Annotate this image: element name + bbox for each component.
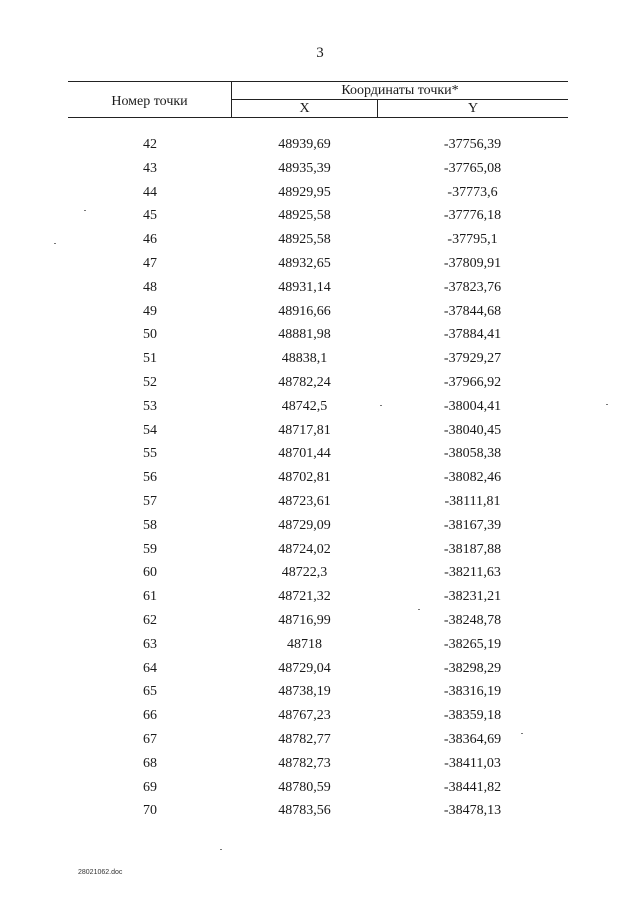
point-number-cell: 50 bbox=[143, 327, 157, 343]
point-number-cell: 51 bbox=[143, 351, 157, 367]
x-coordinate-cell: 48718 bbox=[287, 636, 322, 652]
y-coordinate-cell: -38316,19 bbox=[443, 684, 502, 700]
x-coordinate-cell: 48716,99 bbox=[278, 612, 331, 628]
x-coordinate-cell: 48782,73 bbox=[278, 755, 331, 771]
table-row bbox=[0, 494, 640, 518]
x-coordinate-cell: 48767,23 bbox=[278, 708, 331, 724]
point-number-cell: 67 bbox=[143, 731, 157, 747]
x-coordinate-cell: 48932,65 bbox=[278, 255, 331, 271]
scan-speck bbox=[220, 849, 222, 850]
x-coordinate-cell: 48935,39 bbox=[278, 160, 331, 176]
table-row bbox=[0, 304, 640, 328]
x-coordinate-cell: 48929,95 bbox=[278, 184, 331, 200]
point-number-cell: 53 bbox=[143, 398, 157, 414]
table-row bbox=[0, 708, 640, 732]
y-coordinate-cell: -38004,41 bbox=[443, 398, 502, 414]
y-coordinate-cell: -38058,38 bbox=[443, 446, 502, 462]
scan-speck bbox=[54, 243, 56, 244]
x-coordinate-cell: 48838,1 bbox=[281, 351, 328, 367]
page-number: 3 bbox=[316, 45, 324, 61]
y-coordinate-cell: -37929,27 bbox=[443, 351, 502, 367]
table-row bbox=[0, 542, 640, 566]
point-number-cell: 70 bbox=[143, 803, 157, 819]
x-coordinate-cell: 48702,81 bbox=[278, 470, 331, 486]
x-coordinate-cell: 48780,59 bbox=[278, 779, 331, 795]
point-number-cell: 65 bbox=[143, 684, 157, 700]
y-coordinate-cell: -38298,29 bbox=[443, 660, 502, 676]
y-coordinate-cell: -37966,92 bbox=[443, 374, 502, 390]
point-number-cell: 44 bbox=[143, 184, 157, 200]
table-row bbox=[0, 256, 640, 280]
table-row bbox=[0, 375, 640, 399]
table-row bbox=[0, 161, 640, 185]
coordinates-header: Координаты точки* bbox=[341, 83, 459, 98]
scan-speck bbox=[521, 733, 523, 734]
y-coordinate-cell: -38231,21 bbox=[443, 589, 502, 605]
y-coordinate-cell: -38478,13 bbox=[443, 803, 502, 819]
y-coordinate-cell: -37884,41 bbox=[443, 327, 502, 343]
x-coordinate-cell: 48724,02 bbox=[278, 541, 331, 557]
point-number-cell: 62 bbox=[143, 612, 157, 628]
table-row bbox=[0, 470, 640, 494]
point-number-cell: 57 bbox=[143, 493, 157, 509]
y-coordinate-cell: -38040,45 bbox=[443, 422, 502, 438]
scan-speck bbox=[84, 210, 86, 211]
table-row bbox=[0, 613, 640, 637]
table-row bbox=[0, 327, 640, 351]
table-row bbox=[0, 351, 640, 375]
table-row bbox=[0, 732, 640, 756]
x-coordinate-cell: 48717,81 bbox=[278, 422, 331, 438]
y-coordinate-cell: -37823,76 bbox=[443, 279, 502, 295]
x-coordinate-cell: 48925,58 bbox=[278, 232, 331, 248]
y-coordinate-cell: -37773,6 bbox=[447, 184, 498, 200]
table-top-rule bbox=[68, 81, 568, 82]
scan-speck bbox=[418, 609, 420, 610]
y-coordinate-cell: -38248,78 bbox=[443, 612, 502, 628]
point-number-cell: 69 bbox=[143, 779, 157, 795]
y-coordinate-cell: -38211,63 bbox=[444, 565, 501, 581]
x-coordinate-cell: 48783,56 bbox=[278, 803, 331, 819]
y-coordinate-cell: -37756,39 bbox=[443, 137, 502, 152]
table-row bbox=[0, 208, 640, 232]
scan-speck bbox=[606, 404, 608, 405]
coordinates-subheader-rule bbox=[232, 99, 568, 100]
y-coordinate-cell: -38441,82 bbox=[443, 779, 502, 795]
point-number-cell: 46 bbox=[143, 232, 157, 248]
table-body bbox=[0, 137, 640, 827]
point-number-cell: 43 bbox=[143, 160, 157, 176]
table-row bbox=[0, 137, 640, 161]
table-row bbox=[0, 185, 640, 209]
x-coordinate-cell: 48722,3 bbox=[281, 565, 328, 581]
y-coordinate-cell: -38082,46 bbox=[443, 470, 502, 486]
point-number-cell: 47 bbox=[143, 255, 157, 271]
y-coordinate-cell: -37765,08 bbox=[443, 160, 502, 176]
point-number-cell: 68 bbox=[143, 755, 157, 771]
scan-speck bbox=[380, 405, 382, 406]
point-number-cell: 48 bbox=[143, 279, 157, 295]
point-number-cell: 54 bbox=[143, 422, 157, 438]
x-column-header: X bbox=[299, 101, 310, 116]
table-row bbox=[0, 280, 640, 304]
x-coordinate-cell: 48729,04 bbox=[278, 660, 331, 676]
document-filename: 28021062.doc bbox=[78, 869, 123, 876]
point-number-cell: 56 bbox=[143, 470, 157, 486]
table-row bbox=[0, 780, 640, 804]
x-coordinate-cell: 48729,09 bbox=[278, 517, 331, 533]
x-coordinate-cell: 48925,58 bbox=[278, 208, 331, 224]
point-number-cell: 55 bbox=[143, 446, 157, 462]
point-number-cell: 63 bbox=[143, 636, 157, 652]
point-number-cell: 64 bbox=[143, 660, 157, 676]
y-coordinate-cell: -37776,18 bbox=[443, 208, 502, 224]
table-row bbox=[0, 232, 640, 256]
x-coordinate-cell: 48881,98 bbox=[278, 327, 331, 343]
x-coordinate-cell: 48916,66 bbox=[278, 303, 331, 319]
table-row bbox=[0, 589, 640, 613]
x-coordinate-cell: 48931,14 bbox=[278, 279, 331, 295]
point-number-cell: 59 bbox=[143, 541, 157, 557]
point-number-cell: 66 bbox=[143, 708, 157, 724]
table-row bbox=[0, 446, 640, 470]
y-coordinate-cell: -37809,91 bbox=[443, 255, 502, 271]
y-coordinate-cell: -38411,03 bbox=[444, 755, 501, 771]
x-coordinate-cell: 48738,19 bbox=[278, 684, 331, 700]
point-number-cell: 52 bbox=[143, 374, 157, 390]
point-number-cell: 45 bbox=[143, 208, 157, 224]
table-row bbox=[0, 803, 640, 827]
y-coordinate-cell: -38364,69 bbox=[443, 731, 502, 747]
y-coordinate-cell: -37844,68 bbox=[443, 303, 502, 319]
x-coordinate-cell: 48782,77 bbox=[278, 731, 331, 747]
table-row bbox=[0, 423, 640, 447]
x-coordinate-cell: 48782,24 bbox=[278, 374, 331, 390]
table-row bbox=[0, 565, 640, 589]
x-coordinate-cell: 48742,5 bbox=[281, 398, 328, 414]
table-row bbox=[0, 684, 640, 708]
y-coordinate-cell: -38359,18 bbox=[443, 708, 502, 724]
x-coordinate-cell: 48723,61 bbox=[278, 493, 331, 509]
table-row bbox=[0, 518, 640, 542]
table-row bbox=[0, 661, 640, 685]
point-number-cell: 42 bbox=[143, 137, 157, 152]
table-header-bottom-rule bbox=[68, 117, 568, 118]
table-row bbox=[0, 399, 640, 423]
x-coordinate-cell: 48701,44 bbox=[278, 446, 331, 462]
y-coordinate-cell: -38187,88 bbox=[443, 541, 502, 557]
x-coordinate-cell: 48939,69 bbox=[278, 137, 331, 152]
point-number-cell: 58 bbox=[143, 517, 157, 533]
point-number-cell: 61 bbox=[143, 589, 157, 605]
y-coordinate-cell: -38265,19 bbox=[443, 636, 502, 652]
x-coordinate-cell: 48721,32 bbox=[278, 589, 331, 605]
y-coordinate-cell: -38111,81 bbox=[444, 493, 501, 509]
y-column-header: Y bbox=[467, 101, 479, 116]
y-coordinate-cell: -37795,1 bbox=[447, 232, 498, 248]
point-number-cell: 60 bbox=[143, 565, 157, 581]
point-number-cell: 49 bbox=[143, 303, 157, 319]
point-number-header: Номер точки bbox=[111, 94, 188, 109]
table-row bbox=[0, 637, 640, 661]
table-row bbox=[0, 756, 640, 780]
y-coordinate-cell: -38167,39 bbox=[443, 517, 502, 533]
